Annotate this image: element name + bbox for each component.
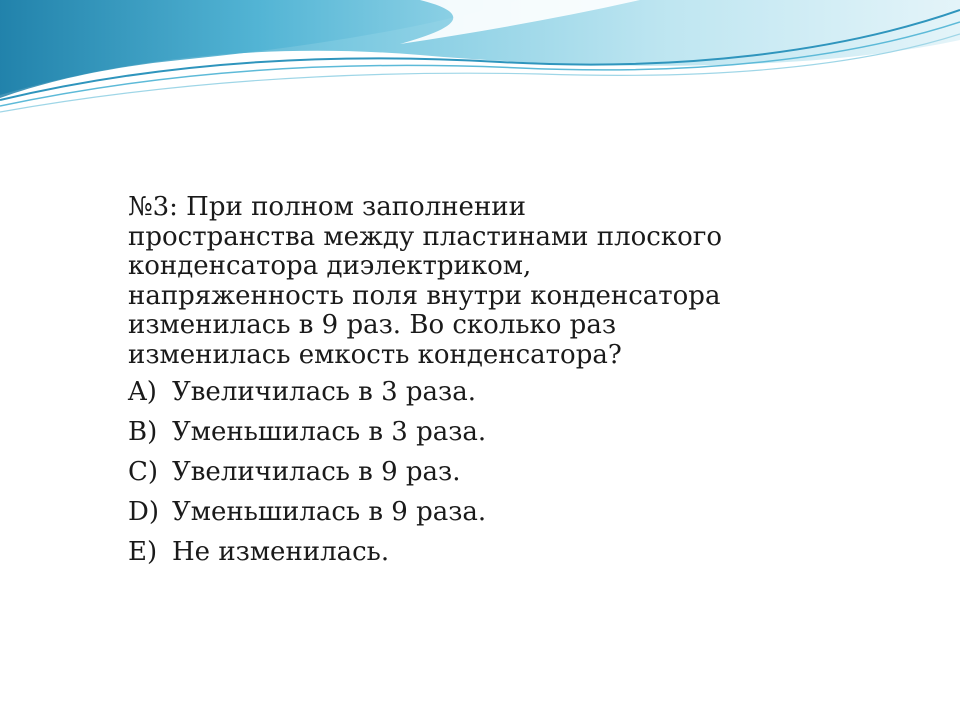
option-text: Уменьшилась в 3 раза. (172, 417, 487, 447)
answer-options-list (128, 378, 828, 568)
question-line: изменилась емкость конденсатора? (128, 339, 622, 370)
wave-header-decoration (0, 0, 960, 130)
answer-option-d (128, 498, 828, 528)
question-line: изменилась в 9 раз. Во сколько раз (128, 310, 616, 340)
question-line: №3: При полном заполнении (128, 192, 526, 222)
option-text: Увеличилась в 3 раза. (172, 377, 476, 407)
answer-option-c (128, 458, 828, 488)
option-letter: C) (128, 457, 159, 487)
option-letter: E) (128, 537, 158, 567)
slide-content (128, 193, 828, 578)
question-line: напряженность поля внутри конденсатора (128, 280, 721, 311)
option-text: Увеличилась в 9 раз. (172, 457, 461, 487)
option-text: Не изменилась. (172, 537, 390, 567)
question-text (128, 193, 828, 370)
option-letter: D) (128, 497, 159, 527)
answer-option-b (128, 418, 828, 448)
answer-option-e (128, 538, 828, 568)
question-line: конденсатора диэлектриком, (128, 251, 532, 281)
option-letter: B) (128, 417, 158, 447)
option-letter: A) (128, 377, 157, 407)
option-text: Уменьшилась в 9 раза. (172, 497, 487, 527)
question-line: пространства между пластинами плоского (128, 221, 723, 252)
answer-option-a (128, 378, 828, 408)
